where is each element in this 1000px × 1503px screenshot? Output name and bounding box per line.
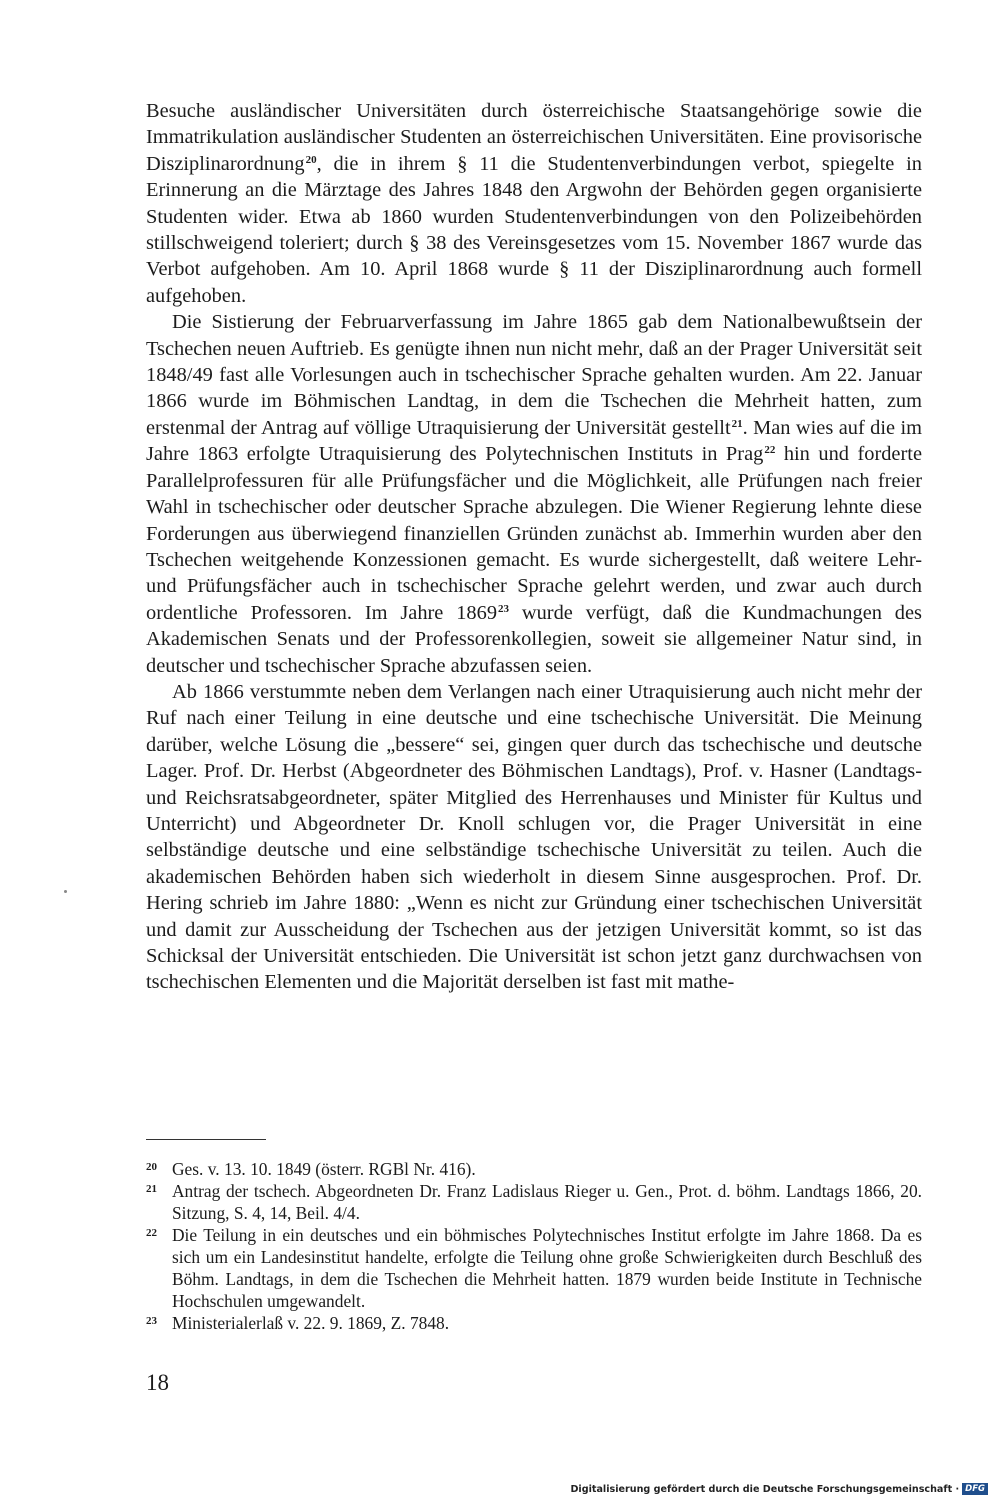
text-run: Ab 1866 verstummte neben dem Verlangen nach einer Utraquisierung auch nicht mehr der Ruf nach einer Teilung in eine deutsche und eine tschechische Universität. Die Meinung darüber, welche Lösung die „bessere“ sei, gingen quer durch das tschechische und deutsche Lager. Prof. Dr. Herbst (Abgeordneter des Böhmischen Landtags), Prof. v. Hasner (Landtags- und Reichsratsabgeordneter, später Mitglied des Herrenhauses und Minister für Kultus und Unterricht) und Abgeordneter Dr. Knoll schlugen vor, die Prager Universität in eine selbständige deutsche und eine selbständige tschechische Universität zu teilen. Auch die akademischen Behörden haben sich wiederholt in diesem Sinne ausgesprochen. Prof. Dr. Hering schrieb im Jahre 1880: „Wenn es nicht zur Gründung einer tschechischen Universität und damit zur Ausscheidung der Tschechen aus der jetzigen Universität kommt, so ist das Schicksal der Universität entschieden. Die Universität ist schon jetzt ganz durchwachsen von tschechischen Elementen und die Majorität derselben ist fast mit mathe- — [146, 680, 922, 994]
text-run: hin und forderte Parallelprofessuren für alle Prüfungsfächer und die Möglichkeit, alle Prüfungen nach freier Wahl in tschechischer oder deutscher Sprache abzulegen. Die Wiener Regierung lehnte diese Forderungen aus überwiegend finanziellen Gründen zunächst ab. Immerhin wurden aber den Tschechen weitgehende Konzessionen gemacht. Es wurde sichergestellt, daß weitere Lehr- und Prüfungsfächer auch in tschechischer Sprache gelehrt werden, und zwar auch durch ordentliche Professoren. Im Jahre 1869 — [146, 443, 922, 624]
footnote-number: 21 — [146, 1183, 157, 1195]
footnote-20 — [146, 1158, 922, 1180]
text-run: Die Sistierung der Februarverfassung im Jahre 1865 gab dem Nationalbewußtsein der Tschechen neuen Auftrieb. Es genügte ihnen nun nicht mehr, daß an der Prager Universität seit 1848/49 fast alle Vorlesungen auch in tschechischer Sprache gehalten wurden. Am 22. Januar 1866 wurde im Böhmischen Landtag, in dem die Tschechen die Mehrheit hatten, zum erstenmal der Antrag auf völlige Utraquisierung der Universität gestellt — [146, 311, 922, 439]
footnote-22 — [146, 1224, 922, 1312]
main-text — [146, 98, 922, 996]
text-run: wurde verfügt, daß die Kundmachungen des Akademischen Senats und der Professorenkollegien, soweit sie allgemeiner Natur sind, in deutscher und tschechischer Sprache abzufassen seien. — [146, 601, 922, 677]
footnote-text: Ministerialerlaß v. 22. 9. 1869, Z. 7848. — [172, 1313, 450, 1333]
paragraph-3 — [146, 679, 922, 996]
footnote-text: Antrag der tschech. Abgeordneten Dr. Franz Ladislaus Rieger u. Gen., Prot. d. böhm. Landtags 1866, 20. Sitzung, S. 4, 14, Beil. 4/4. — [172, 1181, 922, 1223]
footnote-number: 23 — [146, 1315, 157, 1327]
footnote-ref-21[interactable]: 21 — [731, 417, 743, 430]
credit-text: Digitalisierung gefördert durch die Deutsche Forschungsgemeinschaft · — [570, 1483, 960, 1495]
footnote-ref-20[interactable]: 20 — [305, 153, 317, 166]
text-run: Besuche ausländischer Universitäten durch österreichische Staatsangehörige sowie die Immatrikulation ausländischer Studenten an österreichischen Universitäten. Eine provisorische Disziplinarordnung — [146, 100, 922, 175]
page-number: 18 — [146, 1370, 169, 1395]
footnote-text: Die Teilung in ein deutsches und ein böhmisches Polytechnisches Institut erfolgte im Jahre 1868. Da es sich um ein Landesinstitut handelte, erfolgte die Teilung ohne große Schwierigkeiten durch Beschluß des Böhm. Landtags, in dem die Tschechen die Mehrheit hatten. 1879 wurden beide Institute in Technische Hochschulen umgewandelt. — [172, 1225, 922, 1311]
text-run: , die in ihrem § 11 die Studentenverbindungen verbot, spiegelte in Erinnerung an die Märztage des Jahres 1848 den Argwohn der Behörden gegen organisierte Studenten wider. Etwa ab 1860 wurden Studentenverbindungen von den Polizeibehörden stillschweigend toleriert; durch § 38 des Vereinsgesetzes vom 15. November 1867 wurde das Verbot aufgehoben. Am 10. April 1868 wurde § 11 der Disziplinarordnung auch formell aufgehoben. — [146, 152, 922, 307]
text-run: . Man wies auf die im Jahre 1863 erfolgte Utraquisierung des Polytechnischen Instituts in Prag — [146, 416, 922, 466]
footnote-21 — [146, 1180, 922, 1224]
footnote-ref-22[interactable]: 22 — [764, 444, 776, 457]
digitization-credit — [570, 1483, 988, 1495]
footnote-number: 22 — [146, 1227, 157, 1239]
footnote-text: Ges. v. 13. 10. 1849 (österr. RGBl Nr. 416). — [172, 1159, 476, 1179]
footnote-divider — [146, 1139, 266, 1140]
paragraph-2 — [146, 309, 922, 679]
scan-speck — [64, 890, 67, 893]
dfg-logo-icon: DFG — [962, 1483, 988, 1495]
paragraph-1 — [146, 98, 922, 309]
footnotes — [146, 1158, 922, 1334]
footnote-23 — [146, 1312, 922, 1334]
footnote-number: 20 — [146, 1161, 157, 1173]
footnote-ref-23[interactable]: 23 — [498, 602, 510, 615]
